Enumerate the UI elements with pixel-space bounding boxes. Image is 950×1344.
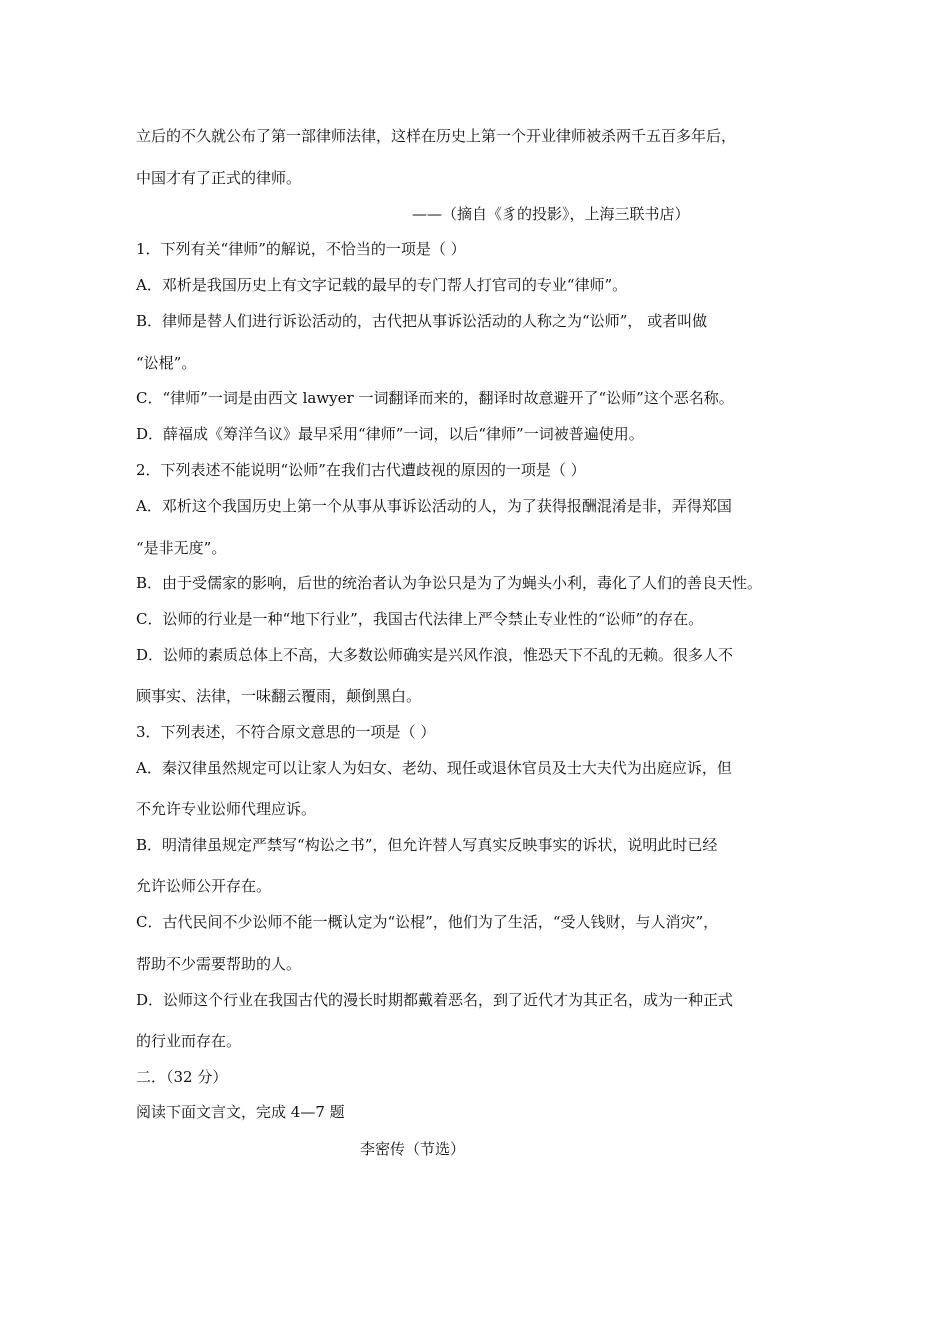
text-line: 中国才有了正式的律师。	[136, 169, 302, 187]
option-3c: C．古代民间不少讼师不能一概认定为“讼棍”，他们为了生活，“受人钱财，与人消灾”，	[136, 913, 719, 931]
option-1d: D．薛福成《筹洋刍议》最早采用“律师”一词，以后“律师”一词被普遍使用。	[136, 425, 644, 443]
source-citation: ——（摘自《豸的投影》，上海三联书店）	[412, 205, 690, 223]
question-2: 2．下列表述不能说明“讼师”在我们古代遭歧视的原因的一项是（ ）	[136, 461, 586, 479]
option-1a: A．邓析是我国历史上有文字记载的最早的专门帮人打官司的专业“律师”。	[136, 276, 628, 294]
question-3: 3．下列表述，不符合原文意思的一项是（ ）	[136, 723, 436, 741]
option-2c: C．讼师的行业是一种“地下行业”，我国古代法律上严令禁止专业性的“讼师”的存在。	[136, 610, 704, 628]
option-3b: B．明清律虽规定严禁写“构讼之书”，但允许替人写真实反映事实的诉状，说明此时已经	[136, 836, 718, 854]
text-line: 立后的不久就公布了第一部律师法律，这样在历史上第一个开业律师被杀两千五百多年后，	[136, 127, 737, 145]
option-2d-cont: 顾事实、法律，一味翻云覆雨，颠倒黑白。	[136, 687, 422, 705]
option-3d-cont: 的行业而存在。	[136, 1032, 242, 1050]
option-3a-cont: 不允许专业讼师代理应诉。	[136, 800, 317, 818]
passage-title: 李密传（节选）	[360, 1140, 466, 1158]
option-1b: B．律师是替人们进行诉讼活动的，古代把从事诉讼活动的人称之为“讼师”， 或者叫做	[136, 312, 708, 330]
question-1: 1．下列有关“律师”的解说，不恰当的一项是（ ）	[136, 240, 466, 258]
option-3b-cont: 允许讼师公开存在。	[136, 877, 272, 895]
option-2a: A．邓析这个我国历史上第一个从事从事诉讼活动的人，为了获得报酬混淆是非，弄得郑国	[136, 497, 732, 515]
option-3a: A．秦汉律虽然规定可以让家人为妇女、老幼、现任或退休官员及士大夫代为出庭应诉，但	[136, 759, 732, 777]
option-1b-cont: “讼棍”。	[136, 354, 197, 372]
section-instruction: 阅读下面文言文，完成 4—7 题	[136, 1103, 345, 1121]
option-2a-cont: “是非无度”。	[136, 539, 227, 557]
option-2b: B．由于受儒家的影响，后世的统治者认为争讼只是为了为蝇头小利，毒化了人们的善良天性。	[136, 574, 763, 592]
option-1c: C．“律师”一词是由西文 lawyer 一词翻译而来的，翻译时故意避开了“讼师”这个恶名称。	[136, 389, 734, 407]
option-2d: D．讼师的素质总体上不高，大多数讼师确实是兴风作浪，惟恐天下不乱的无赖。很多人不	[136, 646, 734, 664]
section-heading: 二．（32 分）	[136, 1068, 228, 1086]
option-3d: D．讼师这个行业在我国古代的漫长时期都戴着恶名，到了近代才为其正名，成为一种正式	[136, 991, 734, 1009]
option-3c-cont: 帮助不少需要帮助的人。	[136, 955, 302, 973]
